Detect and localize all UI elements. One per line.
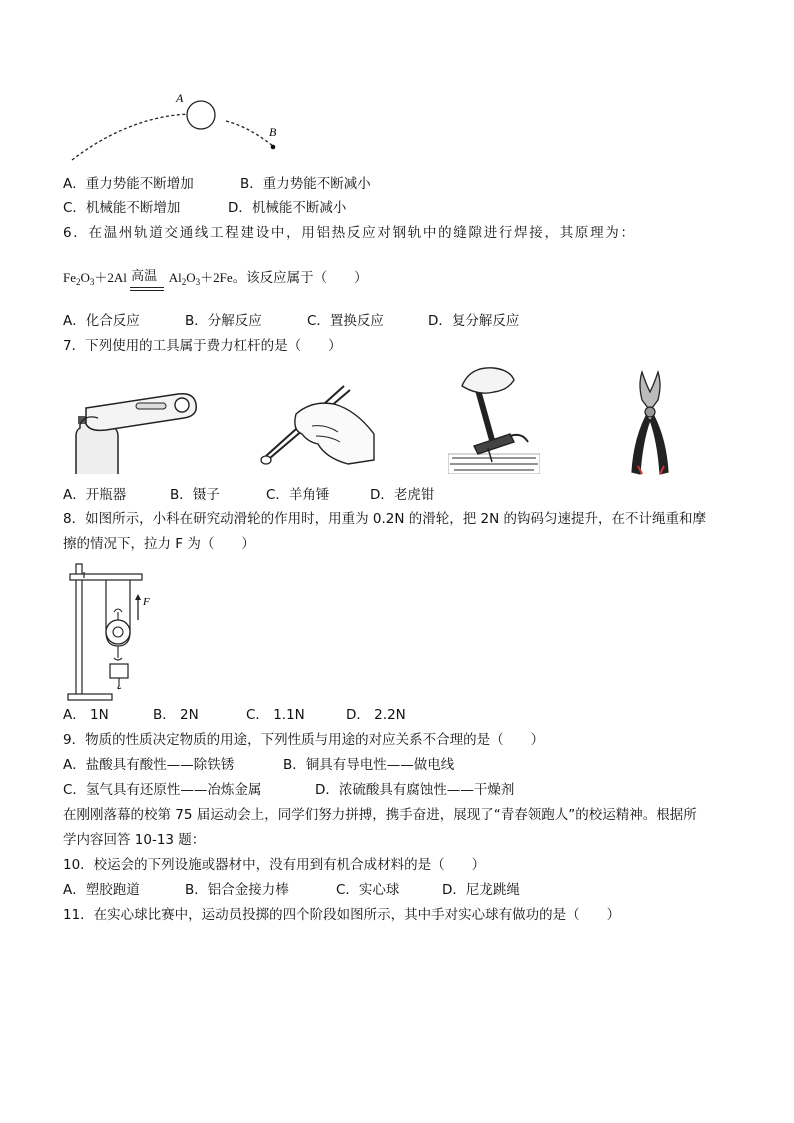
q8-option-a[interactable]: A． 1N — [63, 707, 109, 723]
tweezers-image — [252, 380, 378, 466]
q8-option-b[interactable]: B． 2N — [153, 707, 199, 723]
q6-option-a[interactable]: A．化合反应 — [63, 313, 140, 329]
q5-option-c[interactable]: C．机械能不断增加 — [63, 200, 181, 216]
q9-option-c[interactable]: C．氢气具有还原性——冶炼金属 — [63, 782, 262, 798]
label-a: A — [176, 91, 184, 105]
reaction-condition: 高温 — [131, 269, 158, 284]
q7-option-c[interactable]: C．羊角锤 — [266, 487, 330, 503]
claw-hammer-image — [448, 362, 540, 474]
movable-pulley-figure — [66, 562, 162, 702]
q6-equation: $Fe_2O_3+2Al$ 高温 $Al_2O_3+2Fe$。该反应属于（ ） — [63, 266, 368, 287]
q10-option-a[interactable]: A．塑胶跑道 — [63, 882, 140, 898]
trajectory-arc-descent — [226, 121, 273, 146]
q5-trajectory-figure — [60, 88, 300, 168]
q7-option-a[interactable]: A．开瓶器 — [63, 487, 127, 503]
q8-stem-line1: 8．如图所示，小科在研究动滑轮的作用时，用重为 0.2N 的滑轮，把 2N 的钩码匀速提升，在不计绳重和摩 — [63, 511, 707, 527]
q8-option-c[interactable]: C． 1.1N — [246, 707, 305, 723]
q6-option-d[interactable]: D．复分解反应 — [428, 313, 520, 329]
q5-option-d[interactable]: D．机械能不断减小 — [228, 200, 347, 216]
q10-option-c[interactable]: C．实心球 — [336, 882, 400, 898]
q6-option-b[interactable]: B．分解反应 — [185, 313, 262, 329]
q10-option-b[interactable]: B．铝合金接力棒 — [185, 882, 289, 898]
point-b-dot — [271, 145, 276, 150]
pliers-image — [624, 370, 676, 476]
q9-option-d[interactable]: D．浓硫酸具有腐蚀性——干燥剂 — [315, 782, 515, 798]
sports-meet-intro-line1: 在刚刚落幕的校第 75 届运动会上，同学们努力拼搏，携手奋进，展现了“青春领跑人”的校运精神。根据所 — [63, 807, 697, 823]
q5-option-b[interactable]: B．重力势能不断减小 — [240, 176, 371, 192]
q6-stem: 6．在温州轨道交通线工程建设中，用铝热反应对钢轨中的缝隙进行焊接，其原理为： — [63, 225, 636, 241]
label-b: B — [269, 125, 277, 139]
q7-option-d[interactable]: D．老虎钳 — [370, 487, 435, 503]
bottle-opener-image — [66, 388, 200, 474]
q9-option-a[interactable]: A．盐酸具有酸性——除铁锈 — [63, 757, 235, 773]
sports-meet-intro-line2: 学内容回答 10-13 题： — [63, 832, 206, 848]
q6-option-c[interactable]: C．置换反应 — [307, 313, 384, 329]
q8-stem-line2: 擦的情况下，拉力 F 为（ ） — [63, 536, 255, 552]
q7-option-b[interactable]: B．镊子 — [170, 487, 220, 503]
q10-option-d[interactable]: D．尼龙跳绳 — [442, 882, 520, 898]
q7-stem: 7．下列使用的工具属于费力杠杆的是（ ） — [63, 338, 342, 354]
q11-stem: 11．在实心球比赛中，运动员投掷的四个阶段如图所示，其中手对实心球有做功的是（ ） — [63, 907, 621, 923]
force-label: F — [143, 596, 150, 608]
q10-stem: 10．校运会的下列设施或器材中，没有用到有机合成材料的是（ ） — [63, 857, 486, 873]
q8-option-d[interactable]: D． 2.2N — [346, 707, 406, 723]
ball — [187, 101, 215, 129]
q9-stem: 9．物质的性质决定物质的用途，下列性质与用途的对应关系不合理的是（ ） — [63, 732, 545, 748]
q5-option-a[interactable]: A．重力势能不断增加 — [63, 176, 194, 192]
q9-option-b[interactable]: B．铜具有导电性——做电线 — [283, 757, 455, 773]
